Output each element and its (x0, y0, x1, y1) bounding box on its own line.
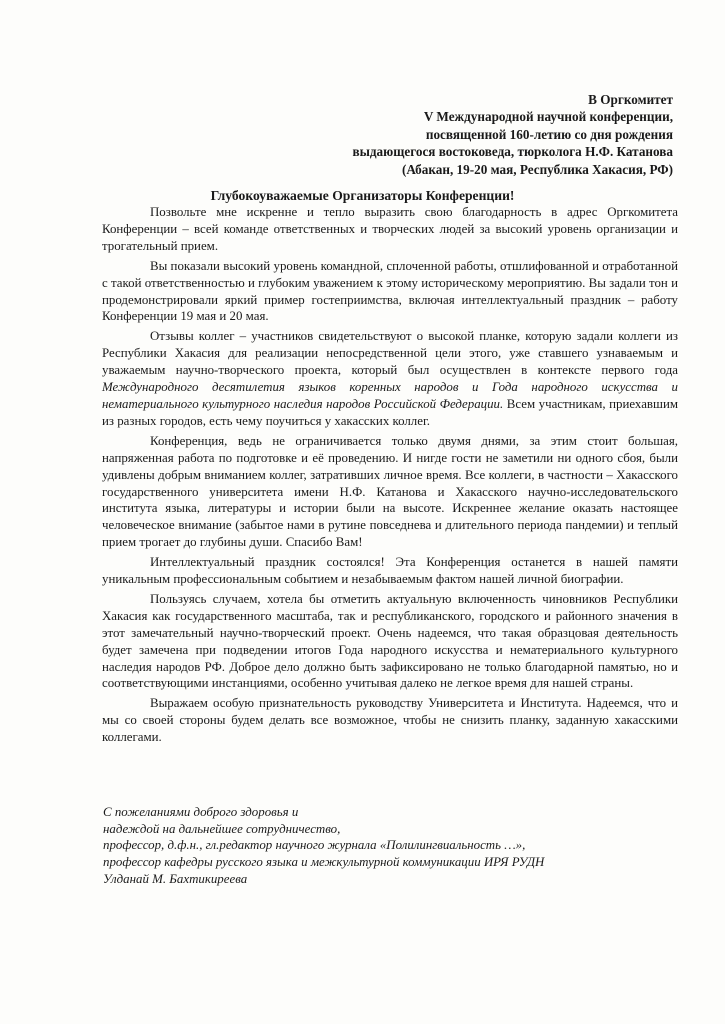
closing-line: надеждой на дальнейшее сотрудничество, (103, 821, 341, 836)
paragraph-text: Отзывы коллег – участников свидетельствуют о высокой планке, которую задали коллеги из Республики Хакасия для реализации непосредственной цели этого, уже ставшего узнаваемым и уважаемым научно-творческого проекта, который был осуществлен в контексте первого года (102, 329, 678, 378)
closing-line: С пожеланиями доброго здоровья и (103, 805, 299, 819)
addressee-line: В Оргкомитет (588, 92, 673, 107)
signature-block (103, 804, 663, 888)
addressee-line: посвященной 160-летию со дня рождения (425, 126, 673, 142)
addressee-block (253, 91, 673, 178)
body-paragraph: Конференция, ведь не ограничивается только двумя днями, за этим стоит большая, напряженная работа по подготовке и её проведению. И нигде гости не заметили ни одного сбоя, были удивлены добрым вниманием коллег, затративших личное время. Все коллеги, в частности – Хакасского государственного университета имени Н.Ф. Катанова и Хакасского научно-исследовательского института языка, литературы и истории были на высоте. Искреннее желание оказать настоящее человеческое внимание (забытое нами в рутине повседнева и длительного периода пандемии) и теплый прием трогает до глубины души. Спасибо Вам! (102, 433, 678, 550)
body-paragraph: Вы показали высокий уровень командной, сплоченной работы, отшлифованной и отработанной с такой ответственностью и глубоким уважением к этому историческому мероприятию. Вы задали тон и продемонстрировали яркий пример гостеприимства, включая интеллектуальный праздник – работу Конференции 19 мая и 20 мая. (102, 258, 678, 324)
letter-body (102, 204, 678, 749)
body-paragraph (102, 328, 678, 429)
signer-name: Улданай М. Бахтикиреева (103, 871, 248, 886)
signer-position: профессор кафедры русского языка и межкультурной коммуникации ИРЯ РУДН (103, 855, 545, 870)
italic-title-text: Международного десятилетия языков коренных народов и Года народного искусства и нематериального культурного наследия народов Российской Федерации. (102, 380, 678, 411)
addressee-line: (Абакан, 19-20 мая, Республика Хакасия, РФ) (401, 161, 673, 177)
body-paragraph: Интеллектуальный праздник состоялся! Эта Конференция останется в нашей памяти уникальным профессиональным событием и незабываемым фактом нашей личной биографии. (102, 555, 678, 587)
addressee-line: V Международной научной конференции, (423, 109, 673, 125)
body-paragraph: Позвольте мне искренне и тепло выразить свою благодарность в адрес Оргкомитета Конференции – всей команде ответственных и творческих людей за высокий уровень организации и трогательный прием. (102, 205, 678, 253)
addressee-line: выдающегося востоковеда, тюрколога Н.Ф. Катанова (352, 144, 673, 160)
salutation-heading: Глубокоуважаемые Организаторы Конференции! (210, 188, 515, 203)
body-paragraph: Выражаем особую признательность руководству Университета и Института. Надеемся, что и мы со своей стороны будем делать все возможное, чтобы не снизить планку, заданную хакасскими коллегами. (102, 696, 678, 745)
signer-title: профессор, д.ф.н., гл.редактор научного журнала «Полилингвиальность …», (103, 838, 526, 853)
body-paragraph: Пользуясь случаем, хотела бы отметить актуальную включенность чиновников Республики Хакасия как государственного масштаба, так и республиканского, городского и районного значения в этот замечательный научно-творческий проект. Очень надеемся, что такая образцовая деятельность будет замечена при подведении итогов Года народного искусства и нематериального культурного наследия народов РФ. Доброе дело должно быть зафиксировано не только благодарной памятью, но и соответствующими инстанциями, особенно учитывая далеко не легкое время для нашей страны. (102, 591, 678, 691)
paragraph-text: Всем участникам, приехавшим из разных городов, есть чему поучиться у хакасских коллег. (102, 396, 678, 428)
